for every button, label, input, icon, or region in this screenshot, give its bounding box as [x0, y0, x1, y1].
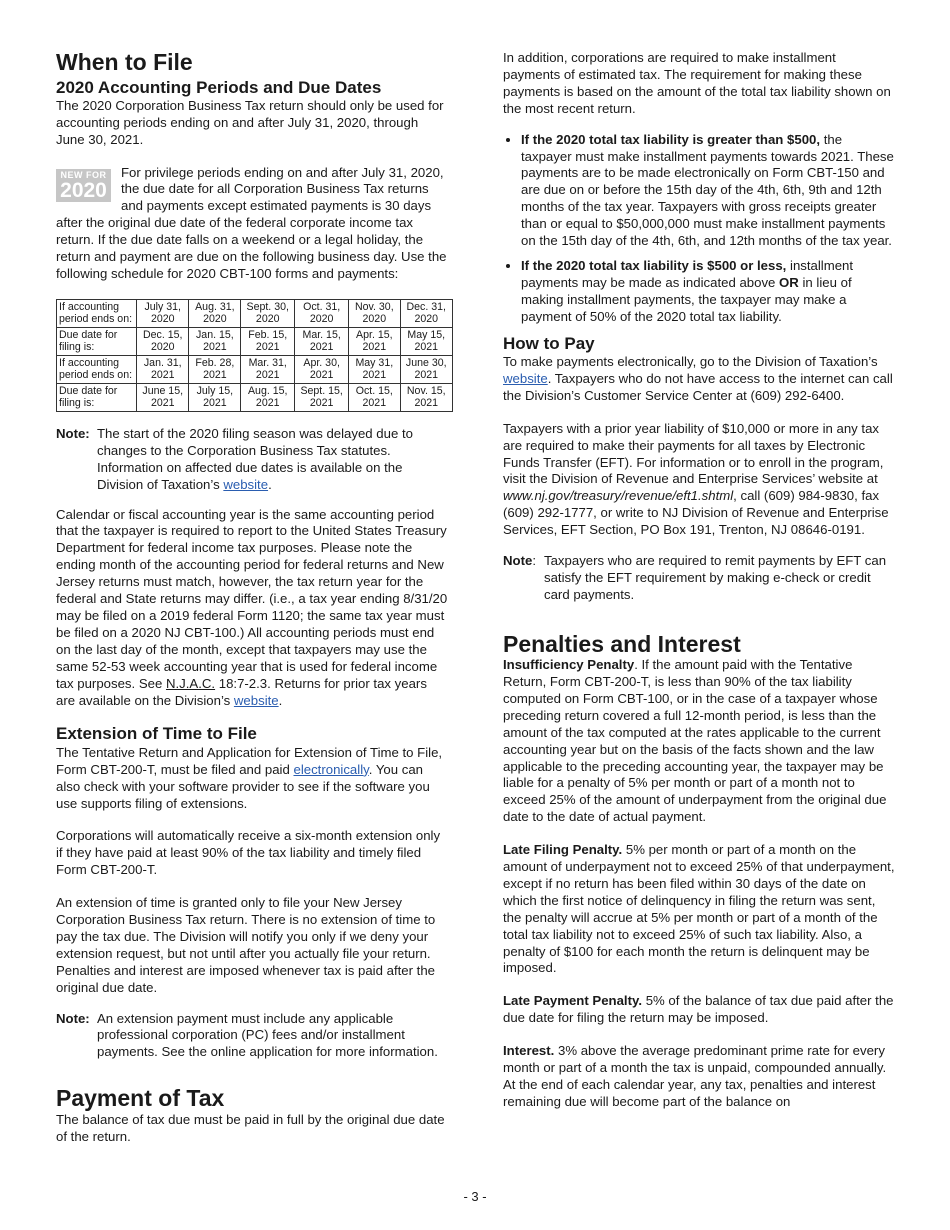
table-cell: Jan. 15, 2021: [189, 327, 241, 355]
electronically-link[interactable]: electronically: [293, 761, 369, 777]
eft-url: www.nj.gov/treasury/revenue/eft1.shtml: [503, 488, 734, 504]
note-eft: Note: Taxpayers who are required to remit payments by EFT can satisfy the EFT requirement by making e-check or credit card payments.: [503, 553, 895, 604]
how-to-pay-heading: How to Pay: [503, 333, 595, 353]
note-filing-season: Note: The start of the 2020 filing season was delayed due to changes to the Corporation Business Tax statutes. Information on affected due dates is available on the Division of Taxation’s website.: [56, 425, 413, 492]
insufficiency-penalty-paragraph: Insufficiency Penalty. If the amount paid with the Tentative Return, Form CBT-200-T, is less than 90% of the tax liability computed on Form CBT-100, or in the case of a taxpayer whose preceding return covered a full 12-month period, is less than the amount of the tax computed at the rates applicable to the current accounting year but on the basis of the facts shown and the law applicable to the preceding accounting year, the taxpayer may be liable for a penalty of 5% per month or part of a month not to exceed 25% of the amount of underpayment from the original due date to the date of actual payment.: [503, 657, 887, 825]
row-label: If accounting period ends on:: [57, 299, 137, 327]
interest-paragraph: Interest. 3% above the average predominant prime rate for every month or part of a month the tax is unpaid, compounded annually. At the end of each calendar year, any tax, penalties and interest remaining due will become part of the balance on: [503, 1043, 887, 1109]
penalties-heading: Penalties and Interest: [503, 630, 741, 657]
late-filing-paragraph: Late Filing Penalty. 5% per month or part of a month on the amount of underpayment not to exceed 25% of that underpayment, except if no return has been filed within 30 days of the date on which the first notice of delinquency in filing the return was sent, the penalty will accrue at 5% per month or part of a month of the total tax liability not to exceed 25% of such tax liability. Also, a penalty of $100 for each month the return is delinquent may be imposed.: [503, 842, 895, 976]
note-text: Taxpayers who are required to remit payments by EFT can satisfy the EFT requirement by making e-check or credit card payments.: [544, 553, 887, 602]
table-cell: Aug. 15, 2021: [241, 383, 295, 411]
note-extension-payment: [56, 1011, 448, 1062]
table-cell: June 15, 2021: [137, 383, 189, 411]
table-cell: Apr. 30, 2021: [295, 355, 349, 383]
table-cell: Aug. 31, 2020: [189, 299, 241, 327]
calendar-year-paragraph: Calendar or fiscal accounting year is the same accounting period that the taxpayer is required to report to the United States Treasury Department for federal income tax purposes. Please note the ending month of the accounting period for federal returns and New Jersey returns must match, however, the tax return year for the federal and State returns may differ. (i.e., a tax year ending 8/31/20 may be filed on a 2019 federal Form 1120; the same tax year must be filed on a 2020 NJ CBT-100.) All accounting periods must end on the last day of the month, except that taxpayers may use the same 52-53 week accounting year that is used for federal income tax purposes. See N.J.A.C. 18:7-2.3. Returns for prior tax years are available on the Division’s website.: [56, 506, 448, 708]
table-cell: Dec. 31, 2020: [400, 299, 453, 327]
prior-returns-website-link[interactable]: website: [233, 692, 279, 708]
eft-paragraph: Taxpayers with a prior year liability of $10,000 or more in any tax are required to make their payments for all taxes by Electronic Funds Transfer (EFT). For information or to enroll in the program, visit the Division of Revenue and Enterprise Services’ website at www.nj.gov/treasury/revenue/eft1.shtml, call (609) 984-9830, fax (609) 292-1777, or write to NJ Division of Revenue and Enterprise Services, EFT Section, PO Box 191, Trenton, NJ 08646-0191.: [503, 420, 889, 538]
table-cell: Apr. 15, 2021: [349, 327, 400, 355]
table-cell: Dec. 15, 2020: [137, 327, 189, 355]
table-cell: June 30, 2021: [400, 355, 453, 383]
row-label: Due date for filing is:: [57, 383, 137, 411]
when-to-file-heading: When to File: [56, 49, 193, 75]
left-column: [56, 50, 448, 1145]
table-cell: Oct. 15, 2021: [349, 383, 400, 411]
table-cell: Jan. 31, 2021: [137, 355, 189, 383]
njac-reference: N.J.A.C.: [165, 675, 216, 691]
table-row: [57, 299, 453, 327]
payment-of-tax-heading: Payment of Tax: [56, 1085, 225, 1112]
new-for-2020-badge: NEW FOR 2020: [56, 169, 111, 202]
table-cell: July 15, 2021: [189, 383, 241, 411]
list-item: • If the 2020 total tax liability is $500 or less, installment payments may be made as indicated above OR in lieu of making installment payments, the taxpayer may make a payment of 50% of the 2020 total tax liability.: [521, 258, 895, 326]
table-cell: Oct. 31, 2020: [295, 299, 349, 327]
row-label: If accounting period ends on:: [57, 355, 137, 383]
intro-paragraph: The 2020 Corporation Business Tax return should only be used for accounting periods ending on and after July 31, 2020, through June 30, 2021.: [56, 97, 444, 147]
table-cell: May 15, 2021: [400, 327, 453, 355]
note-text: An extension payment must include any applicable professional corporation (PC) fees and/or installment payments. See the online application for more information.: [97, 1010, 438, 1060]
note-label: Note: [503, 553, 533, 569]
table-row: [57, 355, 453, 383]
table-cell: Mar. 31, 2021: [241, 355, 295, 383]
accounting-periods-heading: 2020 Accounting Periods and Due Dates: [56, 78, 382, 98]
due-date-schedule-table: [56, 299, 453, 412]
new-for-2020-block: [56, 165, 448, 283]
taxation-website-link[interactable]: website: [223, 476, 269, 492]
extension-paragraph-1: The Tentative Return and Application for Extension of Time to File, Form CBT-200-T, must be filed and paid electronically. You can also check with your software provider to see if the software you use supports filing of extensions.: [56, 744, 443, 811]
table-cell: Sept. 30, 2020: [241, 299, 295, 327]
late-payment-paragraph: Late Payment Penalty. 5% of the balance of tax due paid after the due date for filing the return may be imposed.: [503, 993, 894, 1026]
note-label: Note:: [56, 1010, 90, 1026]
extension-paragraph-3: An extension of time is granted only to file your New Jersey Corporation Business Tax return. There is no extension of time to pay the tax due. The Division will notify you only if we deny your extension request, but not until after you actually file your return. Penalties and interest are imposed whenever tax is paid after the original due date.: [56, 895, 436, 995]
table-row: [57, 383, 453, 411]
row-label: Due date for filing is:: [57, 327, 137, 355]
installment-intro-paragraph: In addition, corporations are required to make installment payments of estimated tax. The requirement for making these payments is based on the amount of the total tax liability shown on the most recent return.: [503, 50, 891, 116]
table-cell: Feb. 28, 2021: [189, 355, 241, 383]
payment-website-link[interactable]: website: [503, 370, 548, 386]
table-cell: Nov. 30, 2020: [349, 299, 400, 327]
payment-paragraph: The balance of tax due must be paid in full by the original due date of the return.: [56, 1111, 445, 1144]
extension-heading: Extension of Time to File: [56, 724, 257, 744]
note-label: Note:: [56, 425, 90, 441]
table-cell: Feb. 15, 2021: [241, 327, 295, 355]
table-cell: May 31, 2021: [349, 355, 400, 383]
note-text: The start of the 2020 filing season was delayed due to changes to the Corporation Business Tax statutes. Information on affected due dates is available on the Division of Taxation’s: [97, 425, 413, 492]
how-to-pay-paragraph-1: To make payments electronically, go to the Division of Taxation’s website. Taxpayers who do not have access to the internet can call the Division’s Customer Service Center at (609) 292-6400.: [503, 353, 893, 403]
table-cell: Sept. 15, 2021: [295, 383, 349, 411]
table-cell: Mar. 15, 2021: [295, 327, 349, 355]
new-rule-paragraph: For privilege periods ending on and after July 31, 2020, the due date for all Corporation Business Tax returns and payments except estimated payments is 30 days after the original due date of the federal corporate income tax return. If the due date falls on a weekend or a legal holiday, the return and payment are due on the following business day. Use the following schedule for 2020 CBT-100 forms and payments:: [56, 164, 447, 281]
right-column: [503, 50, 895, 1111]
installment-bullets: [503, 132, 895, 326]
list-item: • If the 2020 total tax liability is greater than $500, the taxpayer must make installment payments towards 2021. These payments are to be made electronically on Form CBT-150 and are due on or before the 15th day of the 4th, 6th, 9th and 12th months of the tax year. Taxpayers with gross receipts greater than or equal to $50,000,000 must make installment payments on the 15th day of the 4th, 6th, and 12th months of the tax year.: [521, 132, 895, 250]
table-cell: July 31, 2020: [137, 299, 189, 327]
table-cell: Nov. 15, 2021: [400, 383, 453, 411]
extension-paragraph-2: Corporations will automatically receive a six-month extension only if they have paid at least 90% of the tax liability and timely filed Form CBT-200-T.: [56, 828, 441, 878]
table-row: [57, 327, 453, 355]
page-number: - 3 -: [463, 1189, 487, 1204]
